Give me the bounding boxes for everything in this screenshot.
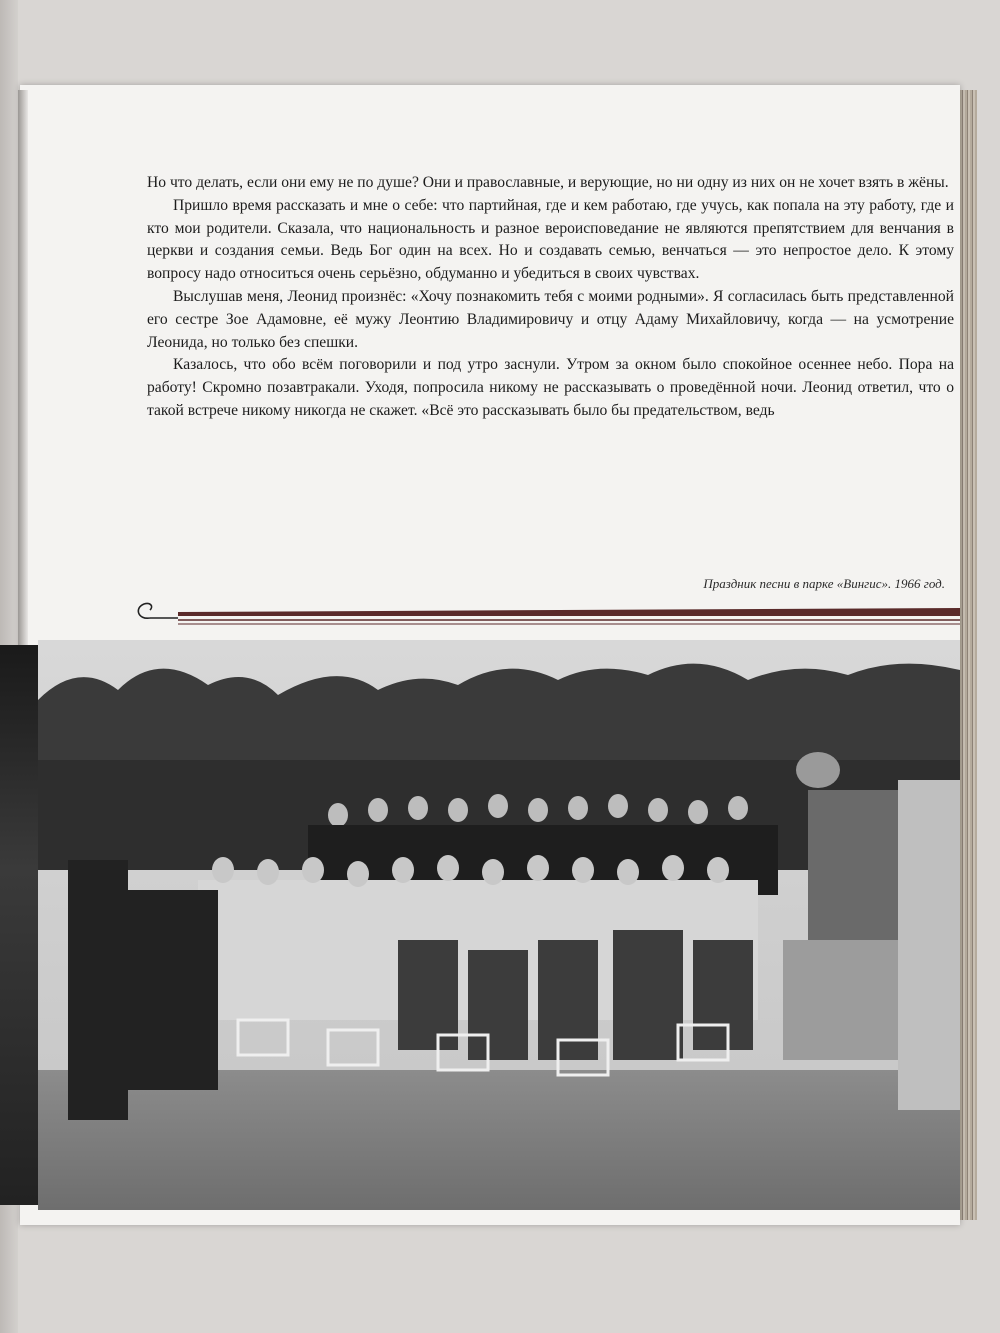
maroon-band [178,608,960,616]
swash-ornament [138,603,151,618]
choir-photograph [38,640,960,1210]
decorative-rule [130,594,960,634]
paragraph: Пришло время рассказать и мне о себе: что партийная, где и кем работаю, где учусь, как попала на эту работу, где и кто мои родители. Сказала, что национальность и разное вероисповедание не являются препятствием для венчания в церкви и создания семьи. Ведь Бог один на всех. Но и создавать семью, венчаться — это непростое дело. К этому вопросу надо относиться очень серьёзно, обдуманно и убедиться в своих чувствах. [147,196,954,283]
paragraph: Казалось, что обо всём поговорили и под утро заснули. Утром за окном было спокойное осеннее небо. Пора на работу! Скромно позавтракали. Уходя, попросила никому не рассказывать о проведённой ночи. Леонид ответил, что о такой встрече никому никогда не скажет. «Всё это рассказывать было бы предательством, ведь [147,356,954,419]
paragraph: Но что делать, если они ему не по душе? Они и православные, и верующие, но ни одну из них он не хочет взять в жёны. [147,174,949,191]
body-text [147,172,954,423]
photo-caption: Праздник песни в парке «Вингис». 1966 год. [703,576,945,591]
adjacent-page-photo [0,645,38,1205]
spine-shadow [18,90,28,650]
conductor-group [68,860,218,1120]
folk-dancers [783,752,960,1110]
paragraph: Выслушав меня, Леонид произнёс: «Хочу познакомить тебя с моими родными». Я согласилась быть представленной его сестре Зое Адамовне, её мужу Леонтию Владимировичу и отцу Адаму Михайловичу, когда — на усмотрение Леонида, но только без спешки. [147,287,954,351]
choir-back-row [308,794,778,895]
